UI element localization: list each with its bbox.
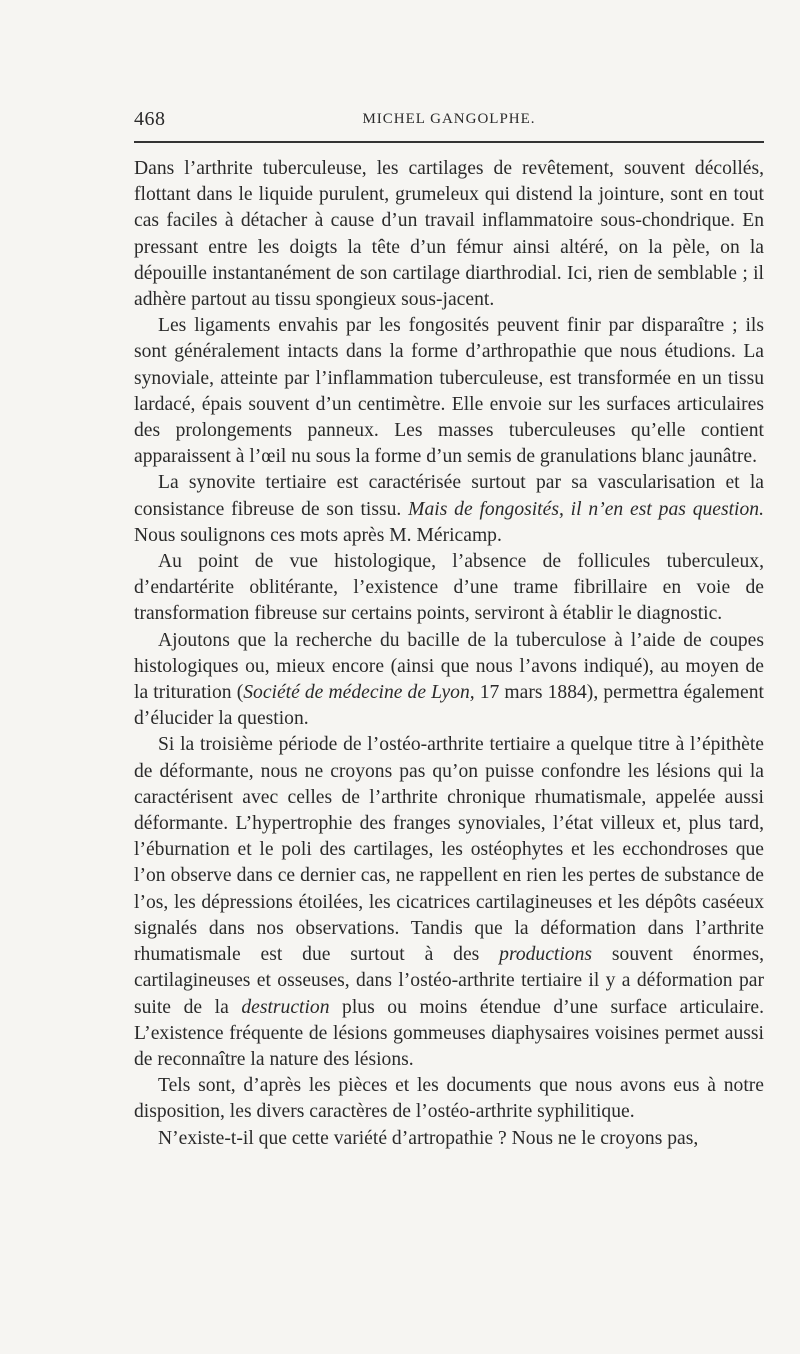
text-run: N’existe-t-il que cette variété d’artropathie ? Nous ne le croyons pas, — [158, 1127, 699, 1149]
paragraph — [134, 549, 764, 628]
italic-text: Mais de fongosités, il n’en est pas question. — [408, 498, 764, 520]
text-run: Dans l’arthrite tuberculeuse, les cartilages de revêtement, souvent décollés, flottant dans le liquide purulent, grumeleux qui distend la jointure, sont en tout cas faciles à détacher à cause d’un travail inflammatoire sous-chondrique. En pressant entre les doigts la tête d’un fémur ainsi altéré, on la pèle, on la dépouille instantanément de son cartilage diarthrodial. Ici, rien de semblable ; il adhère partout au tissu spongieux sous-jacent. — [134, 158, 764, 311]
header-rule — [134, 141, 764, 143]
paragraph — [134, 732, 764, 1073]
text-run: souvent énormes, cartilagineuses et osseuses, dans l’ostéo-arthrite tertiaire il y a déformation par suite de la — [134, 944, 764, 1018]
text-run: Ajoutons que la recherche du bacille de la tuberculose à l’aide de coupes histologiques ou, mieux encore (ainsi que nous l’avons indiqué), au moyen de la trituration ( — [134, 629, 764, 704]
page-number: 468 — [134, 108, 166, 130]
paragraph — [134, 313, 764, 470]
italic-text: productions — [499, 944, 593, 966]
text-run: plus ou moins étendue d’une surface articulaire. L’existence fréquente de lésions gommeuses diaphysaires voisines permet aussi de reconnaître la nature des lésions. — [134, 996, 764, 1070]
paragraph — [134, 1126, 764, 1152]
text-run: Nous soulignons ces mots après M. Méricamp. — [134, 524, 502, 546]
text-run: Au point de vue histologique, l’absence de follicules tuberculeux, d’endartérite oblitérante, l’existence d’une trame fibrillaire en voie de transformation fibreuse sur certains points, serviront à établir le diagnostic. — [134, 551, 764, 625]
running-head: MICHEL GANGOLPHE. — [362, 111, 536, 127]
body-text — [134, 156, 764, 1152]
text-run: Si la troisième période de l’ostéo-arthrite tertiaire a quelque titre à l’épithète de déformante, nous ne croyons pas qu’on puisse confondre les lésions qui la caractérisent avec celles de l’arthrite chronique rhumatismale, appelée aussi déformante. L’hypertrophie des franges synoviales, l’état villeux et, plus tard, l’éburnation et le poli des cartilages, les ostéophytes et les ecchondroses que l’on observe dans ce dernier cas, ne rappellent en rien les pertes de substance de l’os, les dépressions étoilées, les cicatrices cartilagineuses et les dépôts caséeux signalés dans nos observations. Tandis que la déformation dans l’arthrite rhumatismale est due surtout à des — [134, 734, 764, 966]
paragraph — [134, 470, 764, 549]
text-run: Les ligaments envahis par les fongosités peuvent finir par disparaître ; ils sont généralement intacts dans la forme d’arthropathie que nous étudions. La synoviale, atteinte par l’inflammation tuberculeuse, est transformée en un tissu lardacé, épais souvent d’un centimètre. Elle envoie sur les surfaces articulaires des prolongements panneux. Les masses tuberculeuses qu’elle contient apparaissent à l’œil nu sous la forme d’un semis de granulations blanc jaunâtre. — [134, 315, 764, 468]
italic-text: destruction — [241, 996, 330, 1018]
text-run: Tels sont, d’après les pièces et les documents que nous avons eus à notre disposition, les divers caractères de l’ostéo-arthrite syphilitique. — [134, 1075, 764, 1123]
paragraph — [134, 628, 764, 733]
paragraph — [134, 1073, 764, 1125]
paragraph — [134, 156, 764, 313]
text-run: 17 mars 1884), permettra également d’élucider la question. — [134, 682, 764, 730]
text-run: La synovite tertiaire est caractérisée surtout par sa vascularisation et la consistance fibreuse de son tissu. — [134, 472, 764, 520]
italic-text: Société de médecine de Lyon, — [243, 682, 475, 704]
page-header — [134, 108, 764, 136]
